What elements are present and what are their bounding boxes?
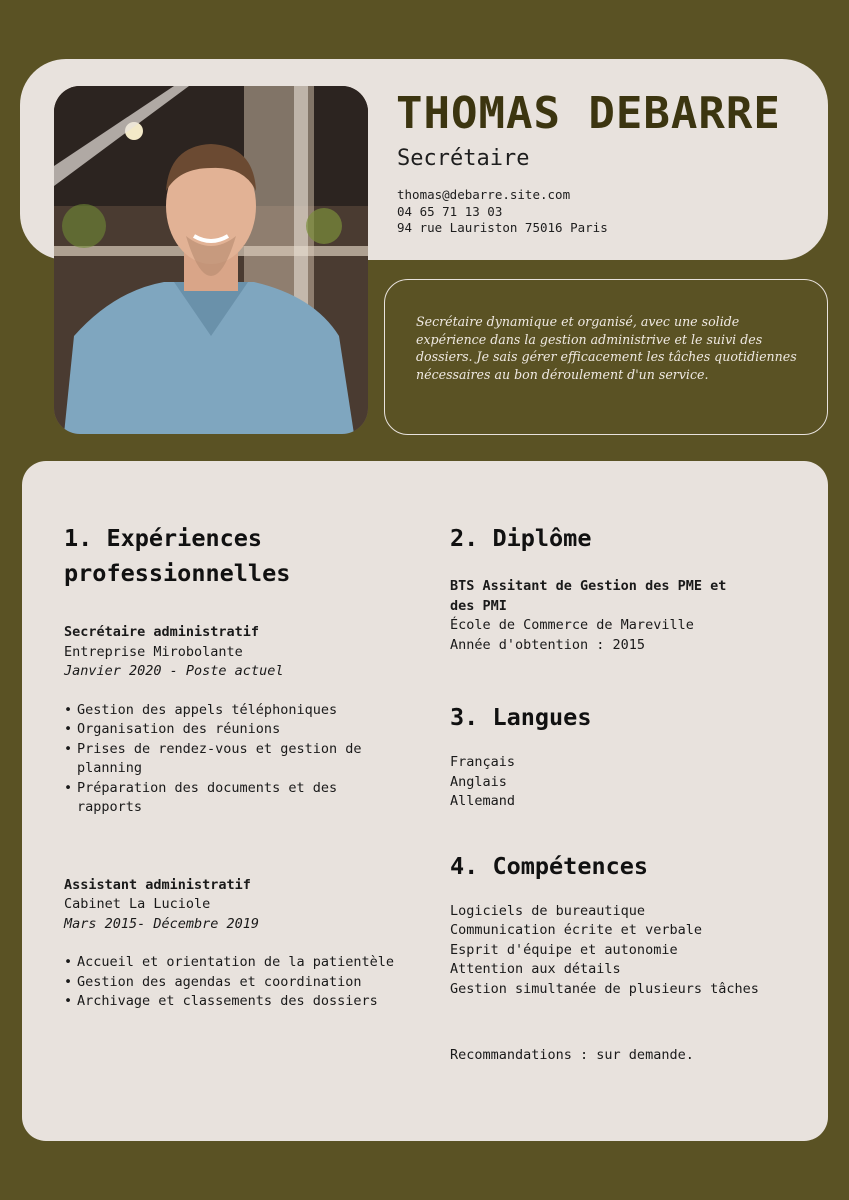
experience-heading: 1. Expériences professionnelles [64, 524, 291, 587]
skills-list [450, 902, 810, 1000]
profile-summary: Secrétaire dynamique et organisé, avec une solide expérience dans la gestion administrive et le suivi des dossiers. Je sais gérer efficacement les tâches quotidiennes nécessaires au bon déroulement d'un service. [384, 279, 828, 435]
email-text[interactable]: thomas@debarre.site.com [397, 187, 571, 202]
job-task: • Accueil et orientation de la patientèle [64, 953, 394, 973]
skill-item: Communication écrite et verbale [450, 922, 702, 938]
job-entry [64, 623, 394, 818]
job-dates: Mars 2015- Décembre 2019 [64, 915, 260, 932]
job-task-list [64, 701, 394, 818]
diploma-section [450, 521, 810, 655]
job-task: • Prises de rendez-vous et gestion de planning [64, 740, 394, 779]
candidate-name: THOMAS DEBARRE [396, 88, 781, 139]
language-item: Français [450, 754, 516, 770]
job-role: Secrétaire [397, 146, 530, 171]
degree-school: École de Commerce de Mareville [450, 617, 694, 633]
job-title: Secrétaire administratif [64, 624, 260, 640]
references-note: Recommandations : sur demande. [450, 1047, 694, 1063]
profile-photo [54, 86, 368, 434]
job-entry [64, 876, 394, 1012]
portrait-illustration [54, 86, 368, 434]
skill-item: Esprit d'équipe et autonomie [450, 941, 678, 958]
right-column [450, 521, 810, 1066]
degree-title: BTS Assitant de Gestion des PME et des PMI [450, 578, 727, 614]
skill-item: Gestion simultanée de plusieurs tâches [450, 980, 759, 997]
job-title: Assistant administratif [64, 876, 251, 893]
job-task: • Gestion des appels téléphoniques [64, 701, 394, 721]
skills-section [450, 849, 810, 1066]
job-task-list [64, 953, 394, 1012]
experience-section [64, 521, 394, 1012]
job-task: • Organisation des réunions [64, 720, 394, 740]
job-task: • Gestion des agendas et coordination [64, 973, 394, 993]
languages-heading: 3. Langues [450, 703, 592, 731]
skill-item: Attention aux détails [450, 961, 621, 977]
language-item: Anglais [450, 773, 507, 790]
job-dates: Janvier 2020 - Poste actuel [64, 663, 284, 679]
skill-item: Logiciels de bureautique [450, 902, 646, 919]
job-task: • Préparation des documents et des rapports [64, 779, 394, 818]
address-text: 94 rue Lauriston 75016 Paris [397, 220, 608, 235]
phone-text[interactable]: 04 65 71 13 03 [397, 203, 503, 219]
languages-list [450, 753, 810, 812]
languages-section [450, 700, 810, 812]
skills-heading: 4. Compétences [450, 851, 649, 880]
contact-info [397, 187, 608, 237]
diploma-heading: 2. Diplôme [450, 524, 592, 552]
job-company: Cabinet La Luciole [64, 896, 211, 912]
job-company: Entreprise Mirobolante [64, 643, 243, 660]
degree-year: Année d'obtention : 2015 [450, 636, 646, 653]
language-item: Allemand [450, 793, 516, 809]
job-task: • Archivage et classements des dossiers [64, 992, 394, 1012]
